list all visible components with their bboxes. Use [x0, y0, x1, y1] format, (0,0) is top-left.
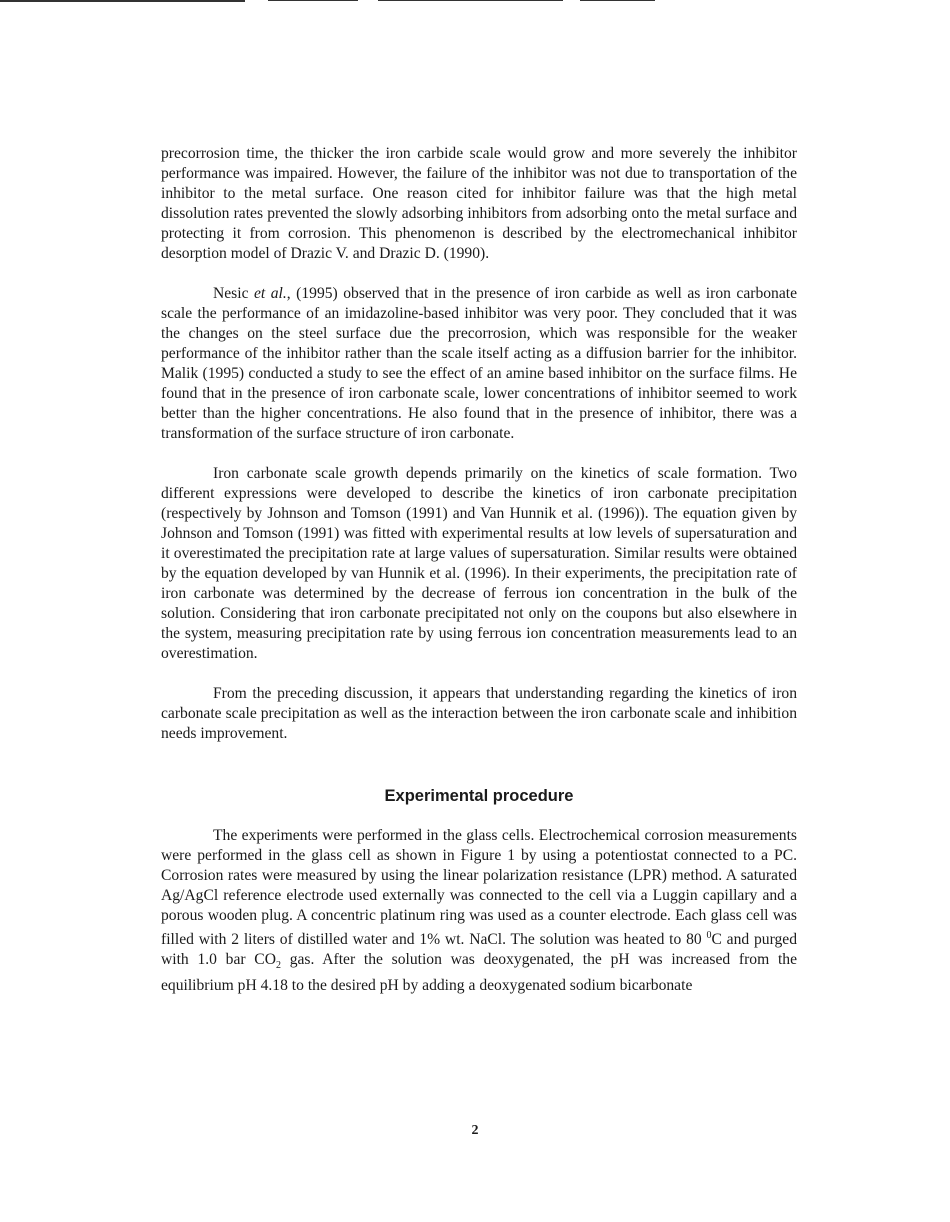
scan-edge-line — [0, 0, 245, 2]
et-al-italic: et al. — [254, 285, 287, 302]
document-body — [161, 144, 797, 996]
paragraph-iron-carbide-scale: precorrosion time, the thicker the iron carbide scale would grow and more severely the inhibitor performance was impaired. However, the failure of the inhibitor was not due to transportation of the inhibitor to the metal surface. One reason cited for inhibitor failure was that the high metal dissolution rates prevented the slowly adsorbing inhibitors from adsorbing onto the metal surface and protecting it from corrosion. This phenomenon is described by the electromechanical inhibitor desorption model of Drazic V. and Drazic D. (1990). — [161, 145, 797, 262]
scan-edge-line — [268, 0, 358, 1]
paragraph-discussion-summary: From the preceding discussion, it appears that understanding regarding the kinetics of iron carbonate scale precipitation as well as the interaction between the iron carbonate scale and inhibition needs improvement. — [161, 685, 797, 742]
scan-edge-line — [378, 0, 563, 1]
setup-text-c: gas. After the solution was deoxygenated, the pH was increased from the equilibrium pH 4.18 to the desired pH by adding a deoxygenated sodium bicarbonate — [161, 951, 798, 995]
paragraph-scale-growth-kinetics: Iron carbonate scale growth depends primarily on the kinetics of scale formation. Two different expressions were developed to describe the kinetics of iron carbonate precipitation (respectively by Johnson and Tomson (1991) and Van Hunnik et al. (1996)). The equation given by Johnson and Tomson (1991) was fitted with experimental results at low levels of supersaturation and it overestimated the precipitation rate at large values of supersaturation. Similar results were obtained by the equation developed by van Hunnik et al. (1996). In their experiments, the precipitation rate of iron carbonate was determined by the decrease of ferrous ion concentration in the bulk of the solution. Considering that iron carbonate precipitated not only on the coupons but also elsewhere in the system, measuring precipitation rate by using ferrous ion concentration measurements lead to an overestimation. — [161, 465, 797, 662]
setup-text-a: The experiments were performed in the glass cells. Electrochemical corrosion measurements were performed in the glass cell as shown in Figure 1 by using a potentiostat connected to a PC. Corrosion rates were measured by using the linear polarization resistance (LPR) method. A saturated Ag/AgCl reference electrode used externally was connected to the cell via a Luggin capillary and a porous wooden plug. A concentric platinum ring was used as a counter electrode. Each glass cell was filled with 2 liters of distilled water and 1% wt. NaCl. The solution was heated to 80 — [161, 827, 797, 949]
paragraph-nesic-study — [161, 284, 797, 444]
degree-superscript: 0 — [706, 930, 712, 941]
page-number: 2 — [471, 1123, 479, 1138]
section-heading: Experimental procedure — [384, 787, 574, 805]
co2-subscript: 2 — [275, 960, 281, 972]
nesic-author: Nesic — [213, 285, 254, 302]
scan-edge-line — [580, 0, 655, 1]
paragraph-experimental-setup — [161, 826, 797, 996]
nesic-text: , (1995) observed that in the presence of iron carbide as well as iron carbonate scale the performance of an imidazoline-based inhibitor was very poor. They concluded that it was the changes on the steel surface due the precorrosion, which was responsible for the weaker performance of the inhibitor rather than the scale itself acting as a diffusion barrier for the inhibitor. Malik (1995) conducted a study to see the effect of an amine based inhibitor on the surface films. He found that in the presence of iron carbonate scale, lower concentrations of inhibitor seemed to work better than the higher concentrations. He also found that in the presence of inhibitor, there was a transformation of the surface structure of iron carbonate. — [161, 285, 798, 442]
setup-text-b: C and purged with 1.0 bar CO — [161, 931, 798, 969]
